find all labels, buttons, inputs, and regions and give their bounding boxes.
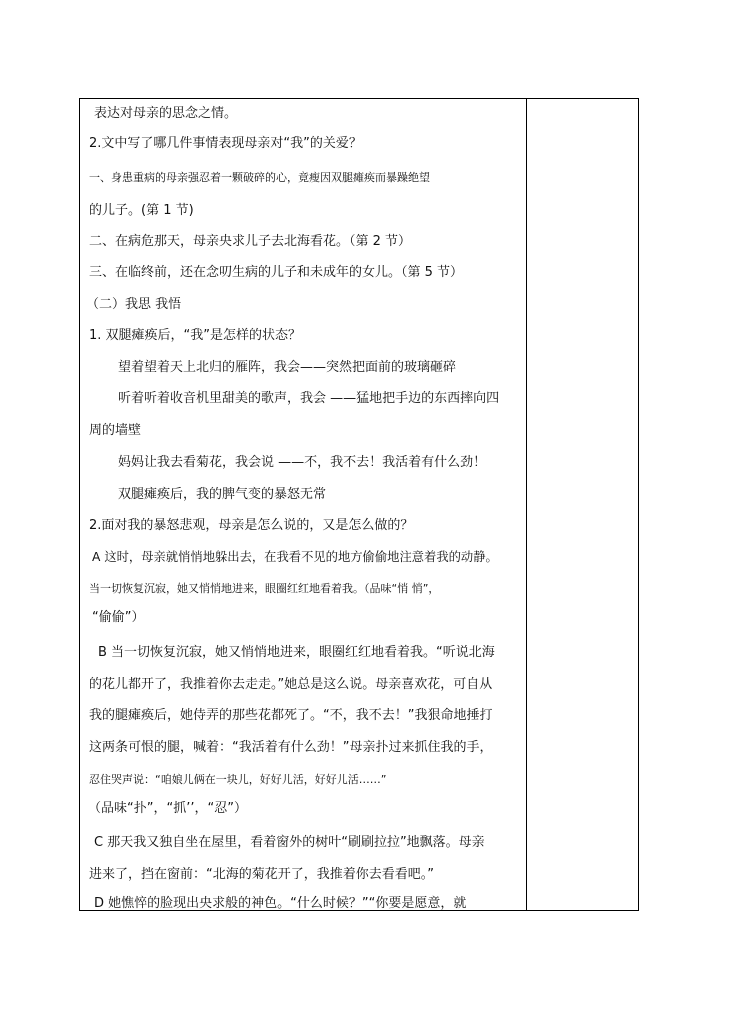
text-line: 妈妈让我去看菊花，我会说 ——不，我不去！我活着有什么劲！ — [118, 455, 487, 470]
section-heading: （二）我思 我悟 — [86, 297, 182, 312]
notes-cell — [527, 99, 638, 910]
text-line: 双腿瘫痪后，我的脾气变的暴怒无常 — [118, 487, 327, 502]
text-line: “偷偷”） — [92, 610, 145, 625]
text-line: （品味“扑”，“抓’’，“忍”） — [88, 801, 247, 816]
text-line: B 当一切恢复沉寂，她又悄悄地进来，眼圈红红地看着我。“听说北海 — [98, 645, 495, 660]
text-line: 进来了，挡在窗前：“北海的菊花开了，我推着你去看看吧。” — [89, 867, 434, 882]
question-heading: 2.文中写了哪几件事情表现母亲对“我”的关爱？ — [89, 136, 362, 151]
text-line: C 那天我又独自坐在屋里，看着窗外的树叶“刷刷拉拉”地飘落。母亲 — [94, 835, 485, 850]
text-line: 表达对母亲的思念之情。 — [94, 106, 238, 121]
text-line: 三、在临终前，还在念叨生病的儿子和未成年的女儿。（第 5 节） — [89, 265, 464, 280]
text-line: 望着望着天上北归的雁阵，我会——突然把面前的玻璃砸碎 — [118, 360, 457, 375]
question-heading: 2.面对我的暴怒悲观，母亲是怎么说的，又是怎么做的？ — [89, 518, 414, 533]
text-line: 听着听着收音机里甜美的歌声，我会 ——猛地把手边的东西摔向四 — [118, 391, 500, 406]
text-line: 周的墙壁 — [89, 423, 142, 438]
document-table — [79, 98, 639, 911]
text-line: 二、在病危那天，母亲央求儿子去北海看花。（第 2 节） — [89, 234, 412, 249]
text-line: A 这时，母亲就悄悄地躲出去，在我看不见的地方偷偷地注意着我的动静。 — [92, 550, 498, 564]
text-line: 我的腿瘫痪后，她侍弄的那些花都死了。“不，我不去！”我狠命地捶打 — [89, 708, 493, 723]
text-line: 的花儿都开了，我推着你去走走。”她总是这么说。母亲喜欢花，可自从 — [89, 677, 493, 692]
text-line: 当一切恢复沉寂，她又悄悄地进来，眼圈红红地看着我。（品味“悄 悄”， — [89, 582, 440, 595]
text-line: 这两条可恨的腿，喊着：“我活着有什么劲！”母亲扑过来抓住我的手， — [89, 740, 493, 755]
text-line: 忍住哭声说：“咱娘儿俩在一块儿，好好儿活，好好儿活……” — [89, 773, 387, 786]
text-line: D 她憔悴的脸现出央求般的神色。“什么时候？”“你要是愿意，就 — [94, 896, 467, 911]
question-heading: 1. 双腿瘫痪后，“我”是怎样的状态？ — [89, 328, 302, 343]
text-line: 一、身患重病的母亲强忍着一颗破碎的心，竟瘦因双腿瘫痪而暴躁绝望 — [89, 171, 430, 184]
text-line: 的儿子。(第 1 节) — [89, 203, 194, 218]
